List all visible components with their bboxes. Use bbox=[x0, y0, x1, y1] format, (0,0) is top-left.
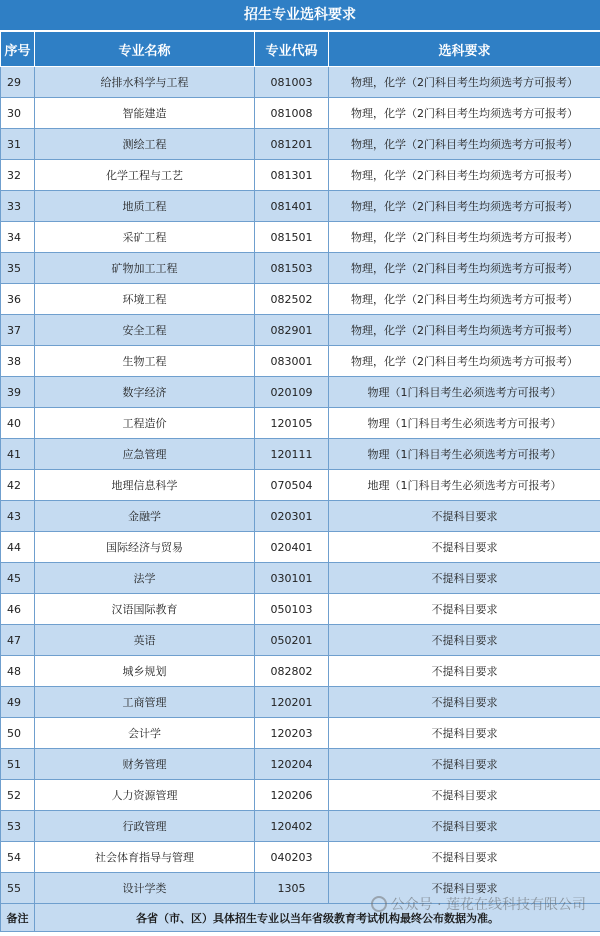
row-subject-requirement: 物理，化学（2门科目考生均须选考方可报考） bbox=[329, 346, 600, 377]
row-major-code: 020401 bbox=[255, 532, 329, 563]
table-row bbox=[1, 253, 600, 284]
row-major-code: 020301 bbox=[255, 501, 329, 532]
row-subject-requirement: 物理，化学（2门科目考生均须选考方可报考） bbox=[329, 160, 600, 191]
table-row bbox=[1, 656, 600, 687]
table-row bbox=[1, 98, 600, 129]
row-major-name: 给排水科学与工程 bbox=[35, 67, 255, 98]
row-subject-requirement: 物理，化学（2门科目考生均须选考方可报考） bbox=[329, 222, 600, 253]
wechat-icon bbox=[371, 896, 387, 912]
table-row bbox=[1, 563, 600, 594]
row-major-code: 120204 bbox=[255, 749, 329, 780]
table-row bbox=[1, 160, 600, 191]
row-major-name: 会计学 bbox=[35, 718, 255, 749]
table-row bbox=[1, 408, 600, 439]
table-row bbox=[1, 842, 600, 873]
row-subject-requirement: 物理，化学（2门科目考生均须选考方可报考） bbox=[329, 191, 600, 222]
table-row bbox=[1, 532, 600, 563]
table-row bbox=[1, 439, 600, 470]
row-subject-requirement: 物理（1门科目考生必须选考方可报考） bbox=[329, 377, 600, 408]
table-title: 招生专业选科要求 bbox=[0, 0, 600, 31]
table-row bbox=[1, 67, 600, 98]
row-seq: 44 bbox=[1, 532, 35, 563]
row-subject-requirement: 地理（1门科目考生必须选考方可报考） bbox=[329, 470, 600, 501]
row-major-code: 070504 bbox=[255, 470, 329, 501]
row-major-code: 120111 bbox=[255, 439, 329, 470]
row-major-name: 地理信息科学 bbox=[35, 470, 255, 501]
row-seq: 55 bbox=[1, 873, 35, 904]
row-seq: 29 bbox=[1, 67, 35, 98]
requirements-table bbox=[0, 31, 600, 932]
row-major-code: 083001 bbox=[255, 346, 329, 377]
row-major-name: 设计学类 bbox=[35, 873, 255, 904]
header-subject-requirement: 选科要求 bbox=[329, 32, 600, 67]
table-row bbox=[1, 749, 600, 780]
row-seq: 33 bbox=[1, 191, 35, 222]
row-seq: 41 bbox=[1, 439, 35, 470]
row-subject-requirement: 物理，化学（2门科目考生均须选考方可报考） bbox=[329, 67, 600, 98]
row-seq: 42 bbox=[1, 470, 35, 501]
row-major-name: 测绘工程 bbox=[35, 129, 255, 160]
row-subject-requirement: 不提科目要求 bbox=[329, 842, 600, 873]
row-subject-requirement: 不提科目要求 bbox=[329, 873, 600, 904]
table-row bbox=[1, 129, 600, 160]
row-major-name: 英语 bbox=[35, 625, 255, 656]
row-major-code: 120105 bbox=[255, 408, 329, 439]
table-row bbox=[1, 625, 600, 656]
row-seq: 54 bbox=[1, 842, 35, 873]
row-major-code: 081008 bbox=[255, 98, 329, 129]
row-major-name: 数字经济 bbox=[35, 377, 255, 408]
row-major-code: 030101 bbox=[255, 563, 329, 594]
row-major-name: 矿物加工工程 bbox=[35, 253, 255, 284]
table-row bbox=[1, 780, 600, 811]
row-major-name: 化学工程与工艺 bbox=[35, 160, 255, 191]
row-major-code: 082502 bbox=[255, 284, 329, 315]
row-major-name: 城乡规划 bbox=[35, 656, 255, 687]
table-row bbox=[1, 315, 600, 346]
row-major-name: 工程造价 bbox=[35, 408, 255, 439]
row-major-name: 人力资源管理 bbox=[35, 780, 255, 811]
row-subject-requirement: 不提科目要求 bbox=[329, 749, 600, 780]
row-seq: 47 bbox=[1, 625, 35, 656]
row-major-name: 应急管理 bbox=[35, 439, 255, 470]
table-row bbox=[1, 811, 600, 842]
row-seq: 43 bbox=[1, 501, 35, 532]
row-subject-requirement: 不提科目要求 bbox=[329, 718, 600, 749]
row-major-code: 081301 bbox=[255, 160, 329, 191]
watermark bbox=[371, 894, 586, 914]
row-subject-requirement: 不提科目要求 bbox=[329, 811, 600, 842]
row-seq: 50 bbox=[1, 718, 35, 749]
header-major-code: 专业代码 bbox=[255, 32, 329, 67]
row-subject-requirement: 不提科目要求 bbox=[329, 563, 600, 594]
row-seq: 38 bbox=[1, 346, 35, 377]
row-subject-requirement: 物理，化学（2门科目考生均须选考方可报考） bbox=[329, 98, 600, 129]
row-major-code: 120206 bbox=[255, 780, 329, 811]
row-major-code: 020109 bbox=[255, 377, 329, 408]
row-seq: 36 bbox=[1, 284, 35, 315]
row-seq: 46 bbox=[1, 594, 35, 625]
table-row bbox=[1, 191, 600, 222]
row-major-name: 环境工程 bbox=[35, 284, 255, 315]
table-row bbox=[1, 222, 600, 253]
row-seq: 51 bbox=[1, 749, 35, 780]
row-subject-requirement: 不提科目要求 bbox=[329, 625, 600, 656]
footer-label: 备注 bbox=[1, 904, 35, 932]
row-major-code: 050103 bbox=[255, 594, 329, 625]
row-subject-requirement: 不提科目要求 bbox=[329, 532, 600, 563]
row-major-code: 050201 bbox=[255, 625, 329, 656]
row-seq: 32 bbox=[1, 160, 35, 191]
table-row bbox=[1, 377, 600, 408]
row-subject-requirement: 物理，化学（2门科目考生均须选考方可报考） bbox=[329, 284, 600, 315]
table-row bbox=[1, 346, 600, 377]
table-row bbox=[1, 687, 600, 718]
row-major-code: 120402 bbox=[255, 811, 329, 842]
row-seq: 30 bbox=[1, 98, 35, 129]
row-seq: 53 bbox=[1, 811, 35, 842]
row-seq: 39 bbox=[1, 377, 35, 408]
header-seq: 序号 bbox=[1, 32, 35, 67]
row-major-code: 081201 bbox=[255, 129, 329, 160]
row-seq: 37 bbox=[1, 315, 35, 346]
row-major-code: 1305 bbox=[255, 873, 329, 904]
table-row bbox=[1, 501, 600, 532]
row-major-name: 安全工程 bbox=[35, 315, 255, 346]
row-subject-requirement: 物理（1门科目考生必须选考方可报考） bbox=[329, 408, 600, 439]
header-row bbox=[1, 32, 600, 67]
row-major-name: 采矿工程 bbox=[35, 222, 255, 253]
row-subject-requirement: 不提科目要求 bbox=[329, 656, 600, 687]
row-seq: 49 bbox=[1, 687, 35, 718]
footer-note: 各省（市、区）具体招生专业以当年省级教育考试机构最终公布数据为准。 bbox=[35, 904, 600, 932]
row-seq: 34 bbox=[1, 222, 35, 253]
row-subject-requirement: 物理，化学（2门科目考生均须选考方可报考） bbox=[329, 129, 600, 160]
row-major-name: 汉语国际教育 bbox=[35, 594, 255, 625]
row-major-code: 082901 bbox=[255, 315, 329, 346]
row-major-name: 金融学 bbox=[35, 501, 255, 532]
row-seq: 52 bbox=[1, 780, 35, 811]
table-row bbox=[1, 470, 600, 501]
row-subject-requirement: 不提科目要求 bbox=[329, 594, 600, 625]
row-seq: 45 bbox=[1, 563, 35, 594]
row-major-name: 法学 bbox=[35, 563, 255, 594]
row-major-name: 生物工程 bbox=[35, 346, 255, 377]
row-major-code: 081003 bbox=[255, 67, 329, 98]
row-subject-requirement: 物理（1门科目考生必须选考方可报考） bbox=[329, 439, 600, 470]
row-seq: 40 bbox=[1, 408, 35, 439]
row-major-name: 地质工程 bbox=[35, 191, 255, 222]
row-major-name: 工商管理 bbox=[35, 687, 255, 718]
row-major-name: 智能建造 bbox=[35, 98, 255, 129]
row-major-code: 082802 bbox=[255, 656, 329, 687]
row-major-name: 行政管理 bbox=[35, 811, 255, 842]
row-major-name: 财务管理 bbox=[35, 749, 255, 780]
row-major-name: 国际经济与贸易 bbox=[35, 532, 255, 563]
row-seq: 31 bbox=[1, 129, 35, 160]
row-subject-requirement: 物理，化学（2门科目考生均须选考方可报考） bbox=[329, 315, 600, 346]
row-major-code: 120203 bbox=[255, 718, 329, 749]
row-major-name: 社会体育指导与管理 bbox=[35, 842, 255, 873]
row-seq: 35 bbox=[1, 253, 35, 284]
row-major-code: 081503 bbox=[255, 253, 329, 284]
row-subject-requirement: 物理，化学（2门科目考生均须选考方可报考） bbox=[329, 253, 600, 284]
table-row bbox=[1, 594, 600, 625]
row-subject-requirement: 不提科目要求 bbox=[329, 687, 600, 718]
row-major-code: 120201 bbox=[255, 687, 329, 718]
row-major-code: 081401 bbox=[255, 191, 329, 222]
row-subject-requirement: 不提科目要求 bbox=[329, 501, 600, 532]
watermark-text: 公众号 · 莲花在线科技有限公司 bbox=[390, 897, 586, 913]
table-row bbox=[1, 718, 600, 749]
header-major-name: 专业名称 bbox=[35, 32, 255, 67]
row-major-code: 081501 bbox=[255, 222, 329, 253]
row-subject-requirement: 不提科目要求 bbox=[329, 780, 600, 811]
table-row bbox=[1, 284, 600, 315]
row-seq: 48 bbox=[1, 656, 35, 687]
row-major-code: 040203 bbox=[255, 842, 329, 873]
